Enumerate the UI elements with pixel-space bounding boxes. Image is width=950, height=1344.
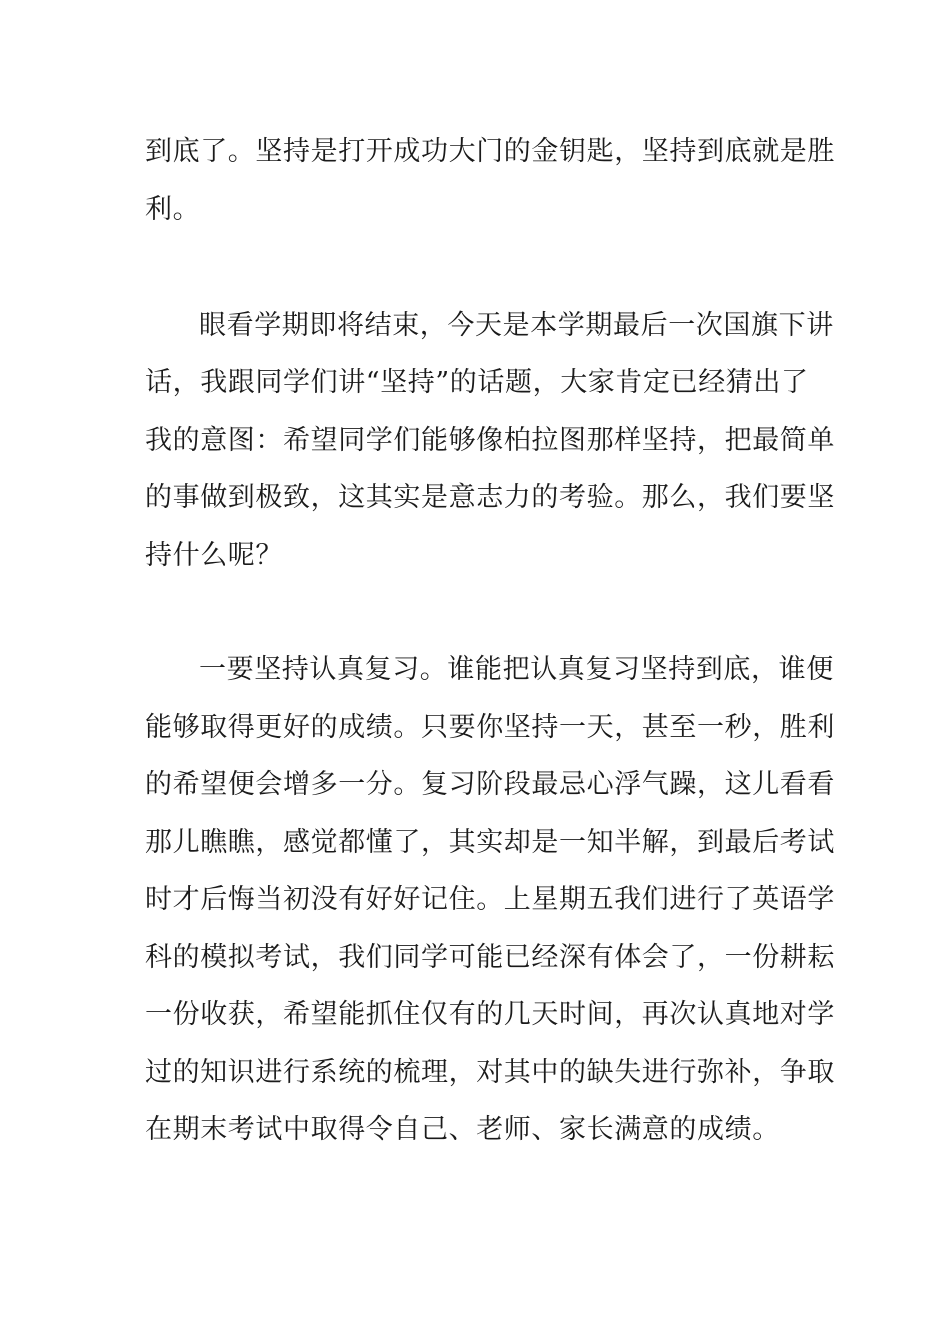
paragraph-3-line-1: 一要坚持认真复习。谁能把认真复习坚持到底，谁便	[199, 654, 834, 685]
paragraph-2-line-2: 话，我跟同学们讲“坚持”的话题，大家肯定已经猜出了	[145, 367, 809, 398]
paragraph-1-line-1: 到底了。坚持是打开成功大门的金钥匙，坚持到底就是胜	[145, 136, 835, 167]
paragraph-2-line-1: 眼看学期即将结束，今天是本学期最后一次国旗下讲	[199, 310, 834, 341]
paragraph-3-line-8: 过的知识进行系统的梳理，对其中的缺失进行弥补，争取	[145, 1057, 835, 1088]
paragraph-3-line-7: 一份收获，希望能抓住仅有的几天时间，再次认真地对学	[145, 999, 835, 1030]
paragraph-2-line-5: 持什么呢？	[145, 540, 283, 571]
paragraph-3-line-2: 能够取得更好的成绩。只要你坚持一天，甚至一秒，胜利	[145, 712, 835, 743]
paragraph-2-line-4: 的事做到极致，这其实是意志力的考验。那么，我们要坚	[145, 482, 835, 513]
paragraph-2-line-3: 我的意图：希望同学们能够像柏拉图那样坚持，把最简单	[145, 425, 835, 456]
paragraph-1-line-2: 利。	[145, 194, 201, 225]
paragraph-3-line-6: 科的模拟考试，我们同学可能已经深有体会了，一份耕耘	[145, 942, 835, 973]
paragraph-3-line-4: 那儿瞧瞧，感觉都懂了，其实却是一知半解，到最后考试	[145, 827, 835, 858]
paragraph-3-line-3: 的希望便会增多一分。复习阶段最忌心浮气躁，这儿看看	[145, 769, 835, 800]
paragraph-3-line-9: 在期末考试中取得令自己、老师、家长满意的成绩。	[145, 1114, 780, 1145]
paragraph-3-line-5: 时才后悔当初没有好好记住。上星期五我们进行了英语学	[145, 884, 835, 915]
